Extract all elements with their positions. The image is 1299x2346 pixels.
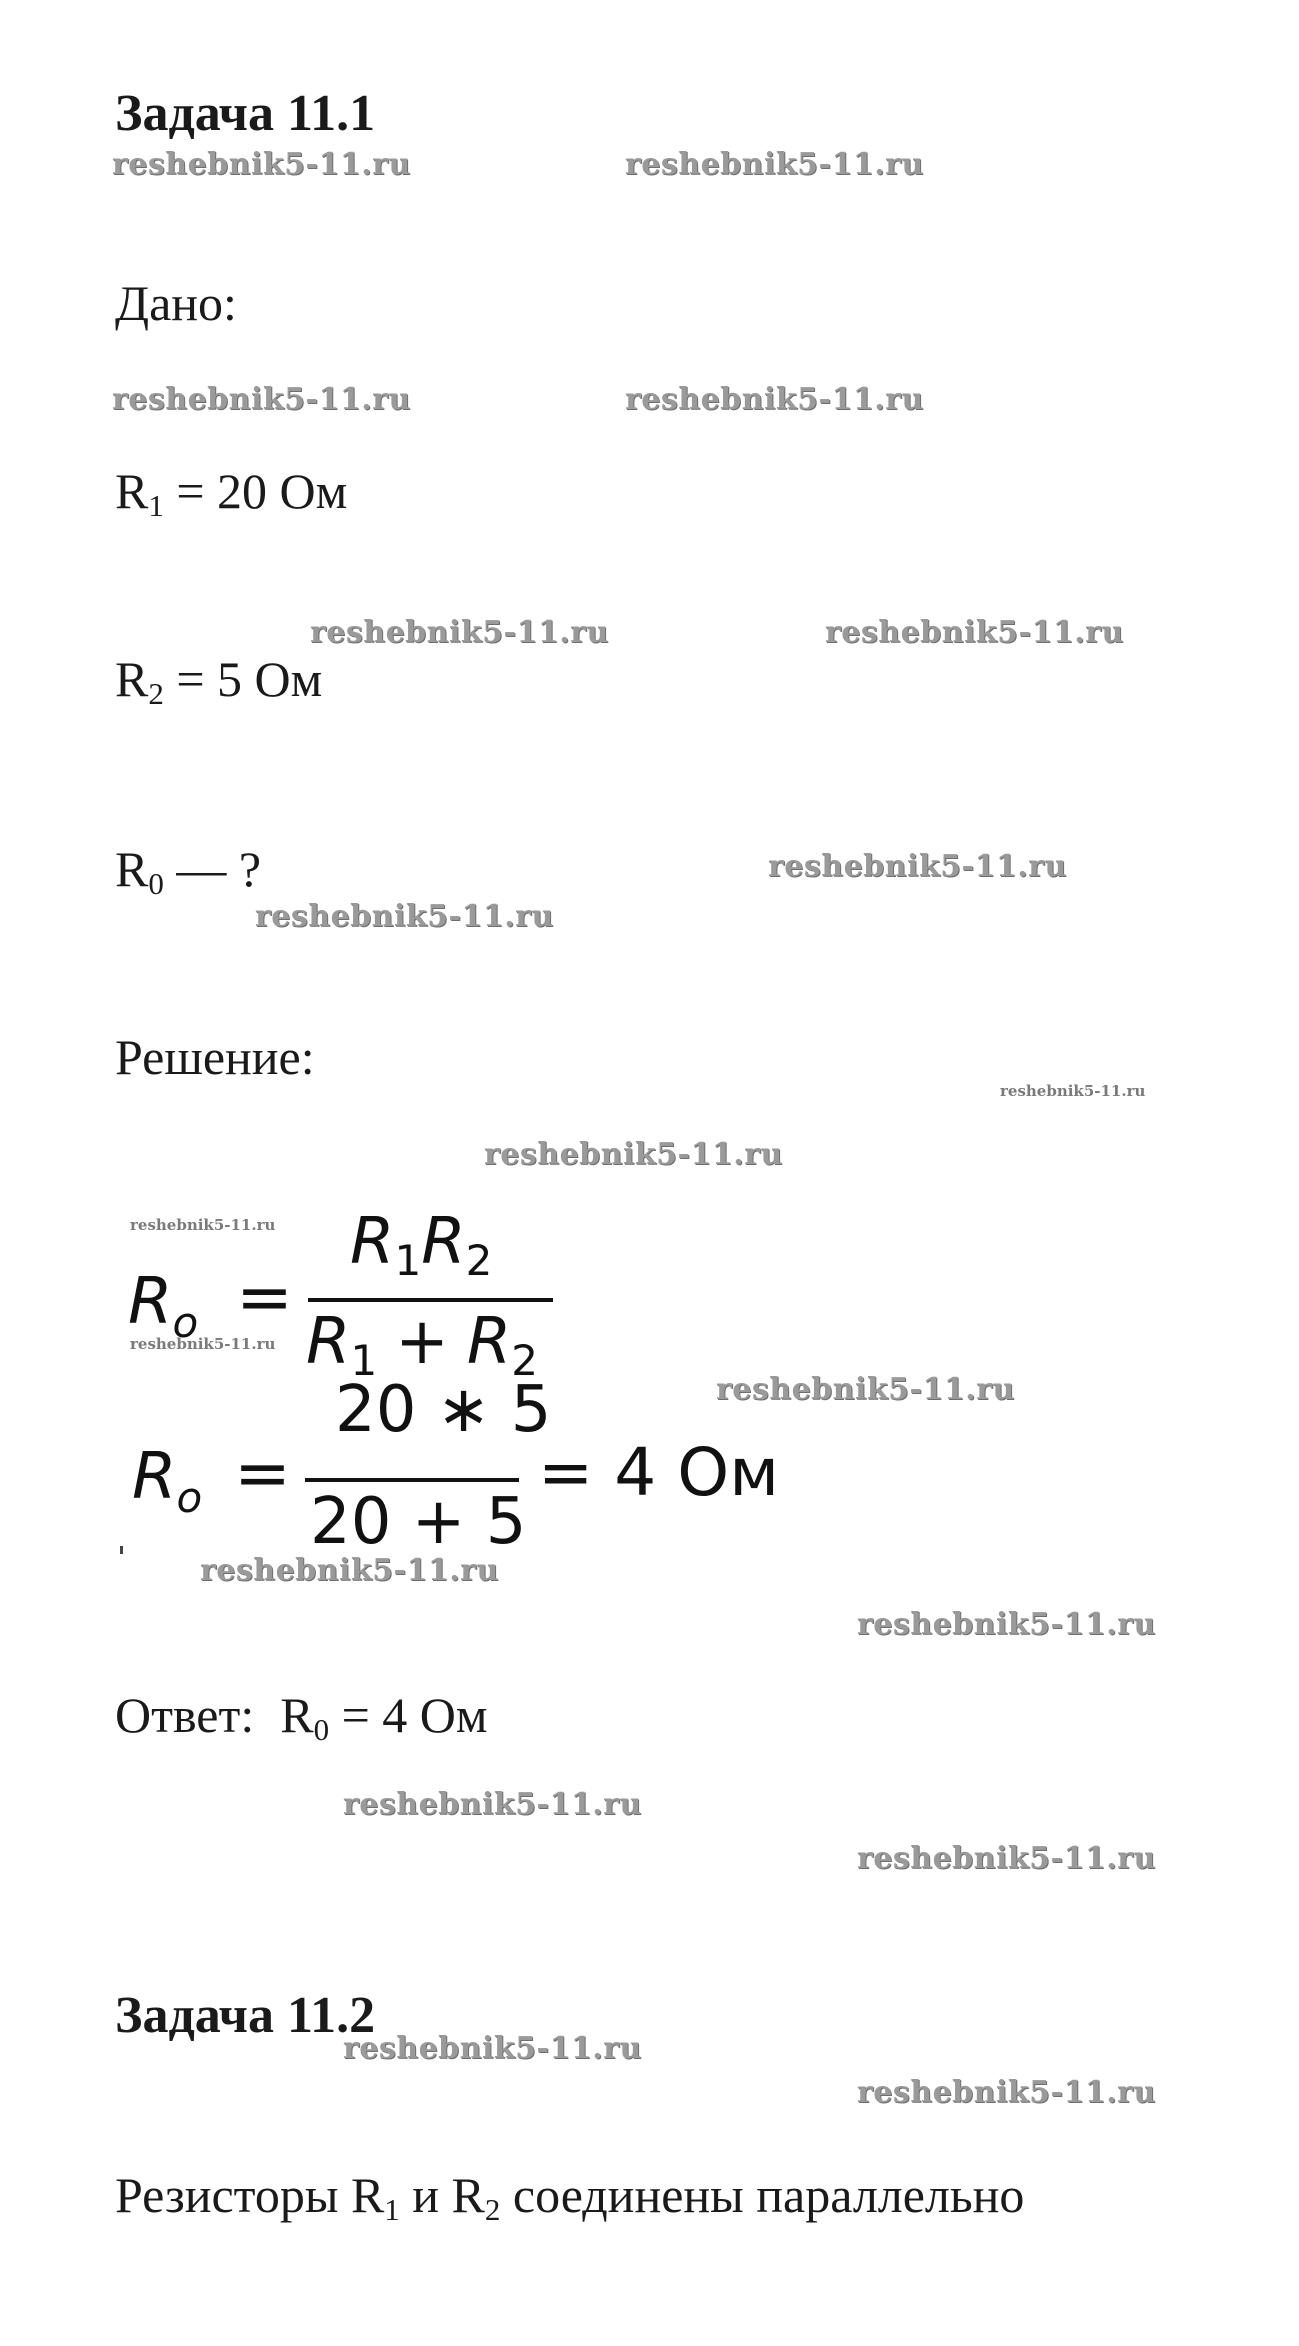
- den-plus: +: [395, 1305, 449, 1379]
- formula1-lhs-symbol: R: [128, 1265, 173, 1339]
- watermark: reshebnik5-11.ru: [200, 1553, 499, 1588]
- formula2-lhs-symbol: R: [132, 1440, 177, 1514]
- watermark: reshebnik5-11.ru: [310, 615, 609, 650]
- formula2-equals: =: [234, 1434, 291, 1513]
- formula1-lhs-subscript: o: [172, 1298, 199, 1347]
- watermark: reshebnik5-11.ru: [716, 1372, 1015, 1407]
- formula1-numerator: [350, 1205, 493, 1285]
- text-part: соединены параллельно: [500, 2167, 1025, 2223]
- formula2-denominator: 20 + 5: [310, 1485, 527, 1559]
- formula2-numerator: 20 ∗ 5: [335, 1373, 552, 1447]
- den-r1-sub: 1: [350, 1336, 378, 1385]
- task-heading: Задача 11.1: [115, 85, 376, 142]
- text-subscript: 1: [384, 2192, 400, 2227]
- formula1-denominator: [306, 1305, 539, 1385]
- text-subscript: 2: [484, 2192, 501, 2227]
- watermark: reshebnik5-11.ru: [130, 1216, 276, 1234]
- watermark: reshebnik5-11.ru: [130, 1335, 276, 1353]
- watermark: reshebnik5-11.ru: [825, 615, 1124, 650]
- answer-line: [115, 1687, 488, 1747]
- watermark: reshebnik5-11.ru: [343, 2031, 642, 2066]
- watermark: reshebnik5-11.ru: [625, 147, 924, 182]
- den-r1: R: [306, 1305, 351, 1379]
- watermark: reshebnik5-11.ru: [112, 382, 411, 417]
- answer-subscript: 0: [313, 1712, 330, 1747]
- formula2-result: = 4 Ом: [538, 1434, 779, 1511]
- num-r2: R: [421, 1205, 466, 1279]
- r1-symbol: R: [115, 463, 149, 519]
- task-text: [115, 2167, 1025, 2227]
- watermark: reshebnik5-11.ru: [857, 2075, 1156, 2110]
- r1-subscript: 1: [148, 488, 164, 523]
- watermark: reshebnik5-11.ru: [625, 382, 924, 417]
- watermark: reshebnik5-11.ru: [343, 1787, 642, 1822]
- den-r2-sub: 2: [511, 1336, 539, 1385]
- formula1-lhs: [128, 1265, 199, 1347]
- r0-question: — ?: [163, 841, 262, 897]
- answer-symbol: R: [280, 1687, 314, 1743]
- formula1-fraction-bar: [308, 1298, 553, 1302]
- watermark: reshebnik5-11.ru: [1000, 1082, 1146, 1100]
- r1-value: = 20 Ом: [163, 463, 348, 519]
- text-part: Резисторы R: [115, 2167, 385, 2223]
- watermark: reshebnik5-11.ru: [857, 1841, 1156, 1876]
- text-part: и R: [399, 2167, 485, 2223]
- num-r2-sub: 2: [465, 1236, 493, 1285]
- watermark: reshebnik5-11.ru: [484, 1137, 783, 1172]
- watermark: reshebnik5-11.ru: [112, 147, 411, 182]
- watermark: reshebnik5-11.ru: [857, 1607, 1156, 1642]
- unknown-r0: [115, 841, 262, 901]
- answer-value: = 4 Ом: [329, 1687, 488, 1743]
- formula2-fraction-bar: [305, 1478, 519, 1482]
- given-r2: [115, 651, 323, 711]
- r2-symbol: R: [115, 651, 149, 707]
- r2-subscript: 2: [148, 676, 164, 711]
- solution-label: Решение:: [115, 1029, 315, 1085]
- num-r1: R: [350, 1205, 395, 1279]
- r0-symbol: R: [115, 841, 149, 897]
- watermark: reshebnik5-11.ru: [768, 849, 1067, 884]
- given-r1: [115, 463, 348, 523]
- stray-mark: [120, 1546, 123, 1554]
- answer-label: Ответ:: [115, 1687, 255, 1743]
- formula1-equals: =: [236, 1258, 293, 1337]
- formula2-lhs: [132, 1440, 203, 1522]
- formula2-lhs-subscript: o: [176, 1473, 203, 1522]
- num-r1-sub: 1: [394, 1236, 422, 1285]
- task-heading: Задача 11.2: [115, 1987, 376, 2044]
- r2-value: = 5 Ом: [163, 651, 323, 707]
- den-r2: R: [466, 1305, 512, 1379]
- given-label: Дано:: [115, 275, 237, 331]
- watermark: reshebnik5-11.ru: [255, 899, 554, 934]
- r0-subscript: 0: [148, 866, 164, 901]
